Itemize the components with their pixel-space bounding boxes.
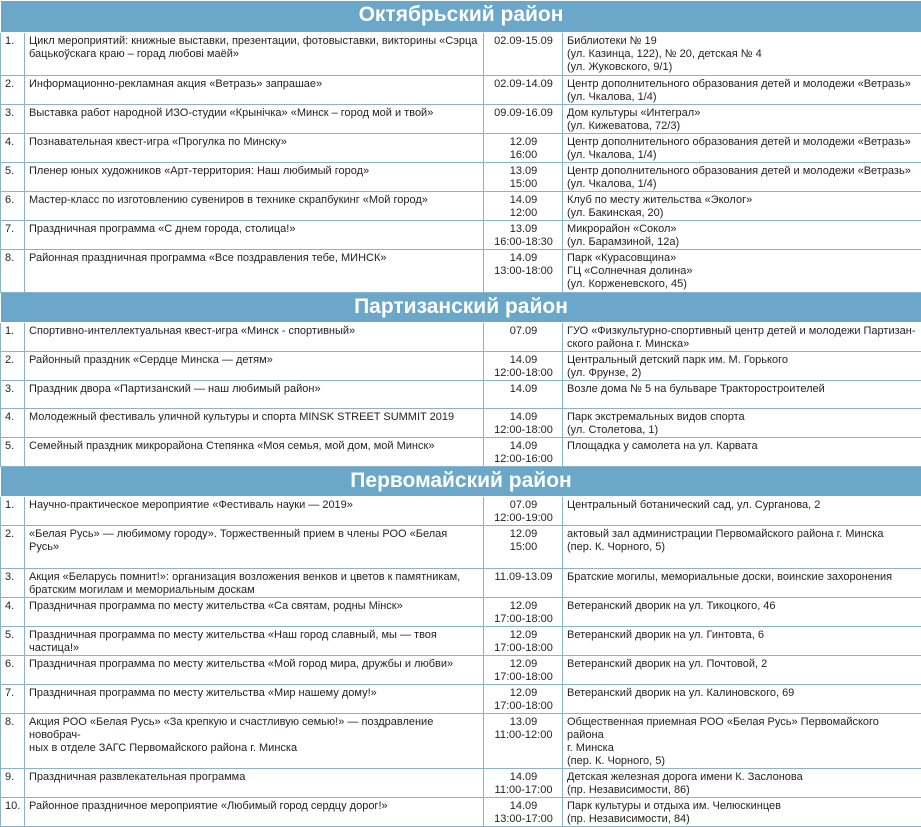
event-place: Дом культуры «Интеграл» (ул. Кижеватова, 72/3) bbox=[563, 105, 921, 134]
event-date: 11.09-13.09 bbox=[484, 569, 563, 598]
row-number: 6. bbox=[1, 656, 25, 685]
event-name: Семейный праздник микрорайона Степянка «Моя семья, мой дом, мой Минск» bbox=[25, 438, 484, 467]
event-place: Центральный ботанический сад, ул. Сурганова, 2 bbox=[563, 497, 921, 526]
event-date: 14.09 12:00 bbox=[484, 192, 563, 221]
event-date: 14.09 13:00-18:00 bbox=[484, 250, 563, 293]
table-row bbox=[1, 598, 921, 627]
table-row bbox=[1, 438, 921, 467]
table-row bbox=[1, 409, 921, 438]
event-date: 13.09 16:00-18:30 bbox=[484, 221, 563, 250]
event-date: 13.09 11:00-12:00 bbox=[484, 714, 563, 769]
table-row bbox=[1, 33, 921, 76]
event-name: Праздничная программа по месту жительства «Мир нашему дому!» bbox=[25, 685, 484, 714]
row-number: 1. bbox=[1, 497, 25, 526]
row-number: 10. bbox=[1, 798, 25, 827]
event-name: Праздничная программа по месту жительства «Наш город славный, мы — твоя частица!» bbox=[25, 627, 484, 656]
table-row bbox=[1, 163, 921, 192]
event-date: 14.09 11:00-17:00 bbox=[484, 769, 563, 798]
row-number: 3. bbox=[1, 105, 25, 134]
table-row bbox=[1, 323, 921, 352]
event-name: Праздник двора «Партизанский — наш любимый район» bbox=[25, 381, 484, 409]
event-name: Районная праздничная программа «Все поздравления тебе, МИНСК» bbox=[25, 250, 484, 293]
event-place: Ветеранский дворик на ул. Гинтовта, 6 bbox=[563, 627, 921, 656]
event-place: Клуб по месту жительства «Эколог» (ул. Бакинская, 20) bbox=[563, 192, 921, 221]
table-row bbox=[1, 76, 921, 105]
row-number: 5. bbox=[1, 163, 25, 192]
row-number: 4. bbox=[1, 598, 25, 627]
event-place: Детская железная дорога имени К. Заслонова (пр. Независимости, 86) bbox=[563, 769, 921, 798]
row-number: 7. bbox=[1, 221, 25, 250]
table-row bbox=[1, 352, 921, 381]
row-number: 4. bbox=[1, 409, 25, 438]
table-row bbox=[1, 497, 921, 526]
event-place: Парк «Курасовщина» ГЦ «Солнечная долина» (ул. Корженевского, 45) bbox=[563, 250, 921, 293]
event-place: ГУО «Физкультурно-спортивный центр детей и молодежи Партизан- ского района г. Минска» bbox=[563, 323, 921, 352]
table-row bbox=[1, 105, 921, 134]
event-place: Центральный детский парк им. М. Горького (ул. Фрунзе, 2) bbox=[563, 352, 921, 381]
event-place: Микрорайон «Сокол» (ул. Барамзиной, 12а) bbox=[563, 221, 921, 250]
event-date: 02.09-14.09 bbox=[484, 76, 563, 105]
table-row bbox=[1, 526, 921, 569]
event-name: Цикл мероприятий: книжные выставки, презентации, фотовыставки, викторины «Сэрца бацькоўскага краю – горад любові маёй» bbox=[25, 33, 484, 76]
event-place: Ветеранский дворик на ул. Почтовой, 2 bbox=[563, 656, 921, 685]
event-date: 13.09 15:00 bbox=[484, 163, 563, 192]
event-name: «Белая Русь» — любимому городу». Торжественный прием в члены РОО «Белая Русь» bbox=[25, 526, 484, 569]
event-date: 14.09 13:00-17:00 bbox=[484, 798, 563, 827]
event-date: 12.09 17:00-18:00 bbox=[484, 685, 563, 714]
event-name: Молодежный фестиваль уличной культуры и спорта MINSK STREET SUMMIT 2019 bbox=[25, 409, 484, 438]
event-name: Праздничная программа по месту жительства «Са святам, родны Мінск» bbox=[25, 598, 484, 627]
event-place: Центр дополнительного образования детей и молодежи «Ветразь» (ул. Чкалова, 1/4) bbox=[563, 76, 921, 105]
event-place: Центр дополнительного образования детей и молодежи «Ветразь» (ул. Чкалова, 1/4) bbox=[563, 134, 921, 163]
table-row bbox=[1, 685, 921, 714]
event-date: 12.09 17:00-18:00 bbox=[484, 598, 563, 627]
row-number: 8. bbox=[1, 714, 25, 769]
table-row bbox=[1, 221, 921, 250]
event-date: 09.09-16.09 bbox=[484, 105, 563, 134]
row-number: 7. bbox=[1, 685, 25, 714]
row-number: 2. bbox=[1, 76, 25, 105]
event-place: Библиотеки № 19 (ул. Казинца, 122), № 20, детская № 4 (ул. Жуковского, 9/1) bbox=[563, 33, 921, 76]
table-row bbox=[1, 627, 921, 656]
district-title: Партизанский район bbox=[1, 293, 921, 323]
event-date: 12.09 16:00 bbox=[484, 134, 563, 163]
table-row bbox=[1, 714, 921, 769]
row-number: 2. bbox=[1, 526, 25, 569]
event-place: Ветеранский дворик на ул. Калиновского, 69 bbox=[563, 685, 921, 714]
event-place: Братские могилы, мемориальные доски, воинские захоронения bbox=[563, 569, 921, 598]
event-date: 14.09 12:00-18:00 bbox=[484, 409, 563, 438]
event-name: Спортивно-интеллектуальная квест-игра «Минск - спортивный» bbox=[25, 323, 484, 352]
event-name: Пленер юных художников «Арт-территория: Наш любимый город» bbox=[25, 163, 484, 192]
event-name: Выставка работ народной ИЗО-студии «Крынічка» «Минск – город мой и твой» bbox=[25, 105, 484, 134]
table-row bbox=[1, 798, 921, 827]
row-number: 1. bbox=[1, 323, 25, 352]
table-row bbox=[1, 134, 921, 163]
event-name: Информационно-рекламная акция «Ветразь» запрашае» bbox=[25, 76, 484, 105]
district-header bbox=[1, 293, 921, 323]
event-date: 07.09 12:00-19:00 bbox=[484, 497, 563, 526]
event-name: Праздничная программа «С днем города, столица!» bbox=[25, 221, 484, 250]
event-date: 14.09 bbox=[484, 381, 563, 409]
event-date: 14.09 12:00-18:00 bbox=[484, 352, 563, 381]
event-place: Возле дома № 5 на бульваре Тракторостроителей bbox=[563, 381, 921, 409]
district-header bbox=[1, 1, 921, 33]
row-number: 3. bbox=[1, 569, 25, 598]
table-row bbox=[1, 569, 921, 598]
row-number: 4. bbox=[1, 134, 25, 163]
row-number: 5. bbox=[1, 438, 25, 467]
row-number: 1. bbox=[1, 33, 25, 76]
row-number: 5. bbox=[1, 627, 25, 656]
table-row bbox=[1, 656, 921, 685]
table-row bbox=[1, 192, 921, 221]
event-place: Площадка у самолета на ул. Карвата bbox=[563, 438, 921, 467]
table-row bbox=[1, 769, 921, 798]
event-name: Мастер-класс по изготовлению сувениров в технике скрапбукинг «Мой город» bbox=[25, 192, 484, 221]
district-header bbox=[1, 467, 921, 497]
event-name: Акция «Беларусь помнит!»: организация возложения венков и цветов к памятникам, братским могилам и мемориальным доскам bbox=[25, 569, 484, 598]
event-place: Общественная приемная РОО «Белая Русь» Первомайского района г. Минска (пер. К. Чорного, 5) bbox=[563, 714, 921, 769]
row-number: 3. bbox=[1, 381, 25, 409]
event-date: 07.09 bbox=[484, 323, 563, 352]
row-number: 9. bbox=[1, 769, 25, 798]
event-place: актовый зал администрации Первомайского района г. Минска (пер. К. Чорного, 5) bbox=[563, 526, 921, 569]
event-name: Акция РОО «Белая Русь» «За крепкую и счастливую семью!» — поздравление новобрач- ных в отделе ЗАГС Первомайского района г. Минска bbox=[25, 714, 484, 769]
event-date: 14.09 12:00-16:00 bbox=[484, 438, 563, 467]
district-title: Первомайский район bbox=[1, 467, 921, 497]
event-place: Ветеранский дворик на ул. Тикоцкого, 46 bbox=[563, 598, 921, 627]
event-name: Праздничная программа по месту жительства «Мой город мира, дружбы и любви» bbox=[25, 656, 484, 685]
table-row bbox=[1, 381, 921, 409]
event-date: 02.09-15.09 bbox=[484, 33, 563, 76]
event-place: Парк культуры и отдыха им. Челюскинцев (пр. Независимости, 84) bbox=[563, 798, 921, 827]
row-number: 8. bbox=[1, 250, 25, 293]
event-name: Районное праздничное мероприятие «Любимый город сердцу дорог!» bbox=[25, 798, 484, 827]
district-title: Октябрьский район bbox=[1, 1, 921, 33]
event-place: Парк экстремальных видов спорта (ул. Столетова, 1) bbox=[563, 409, 921, 438]
event-date: 12.09 17:00-18:00 bbox=[484, 627, 563, 656]
event-date: 12.09 17:00-18:00 bbox=[484, 656, 563, 685]
table-row bbox=[1, 250, 921, 293]
event-name: Праздничная развлекательная программа bbox=[25, 769, 484, 798]
event-date: 12.09 15:00 bbox=[484, 526, 563, 569]
row-number: 2. bbox=[1, 352, 25, 381]
event-place: Центр дополнительного образования детей и молодежи «Ветразь» (ул. Чкалова, 1/4) bbox=[563, 163, 921, 192]
event-name: Научно-практическое мероприятие «Фестиваль науки — 2019» bbox=[25, 497, 484, 526]
event-name: Районный праздник «Сердце Минска — детям» bbox=[25, 352, 484, 381]
row-number: 6. bbox=[1, 192, 25, 221]
event-name: Познавательная квест-игра «Прогулка по Минску» bbox=[25, 134, 484, 163]
